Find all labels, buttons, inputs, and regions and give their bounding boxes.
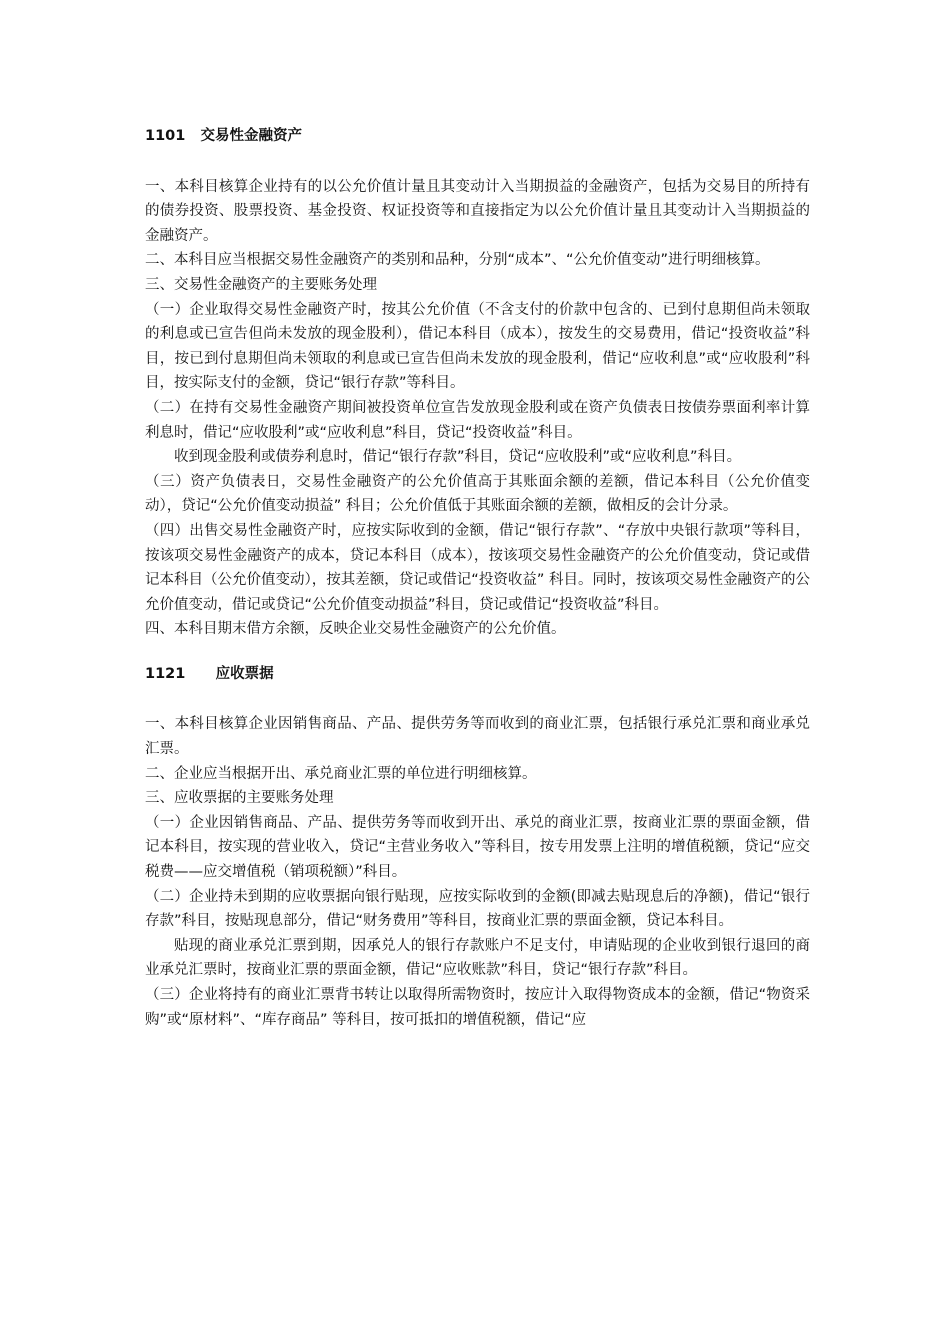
paragraph: 二、企业应当根据开出、承兑商业汇票的单位进行明细核算。 xyxy=(145,765,537,782)
paragraph: 四、本科目期末借方余额，反映企业交易性金融资产的公允价值。 xyxy=(145,621,566,638)
paragraph-indented: 收到现金股利或债券利息时，借记“银行存款”科目，贷记“应收股利”或“应收利息”科目。 xyxy=(174,449,742,466)
paragraph: 三、应收票据的主要账务处理 xyxy=(145,790,334,807)
paragraph: （二）企业持未到期的应收票据向银行贴现，应按实际收到的金额(即减去贴现息后的净额)，借记“银行存款”科目，按贴现息部分，借记“财务费用”等科目，按商业汇票的票面金额，贷记本科目。 xyxy=(145,888,810,930)
paragraph: （一）企业因销售商品、产品、提供劳务等而收到开出、承兑的商业汇票，按商业汇票的票面金额，借记本科目，按实现的营业收入，贷记“主营业务收入”等科目，按专用发票上注明的增值税额，贷记“应交税费——应交增值税（销项税额）”科目。 xyxy=(145,814,810,881)
paragraph: （二）在持有交易性金融资产期间被投资单位宣告发放现金股利或在资产负债表日按债券票面利率计算利息时，借记“应收股利”或“应收利息”科目，贷记“投资收益”科目。 xyxy=(145,399,810,441)
paragraph-indented: 贴现的商业承兑汇票到期，因承兑人的银行存款账户不足支付，申请贴现的企业收到银行退回的商业承兑汇票时，按商业汇票的票面金额，借记“应收账款”科目，贷记“银行存款”科目。 xyxy=(145,937,810,979)
paragraph: 一、本科目核算企业持有的以公允价值计量且其变动计入当期损益的金融资产，包括为交易目的所持有的债券投资、股票投资、基金投资、权证投资等和直接指定为以公允价值计量且其变动计入当期损益的金融资产。 xyxy=(145,178,810,244)
section-heading-1101: 1101 交易性金融资产 xyxy=(145,128,303,144)
section-heading-1121: 1121 应收票据 xyxy=(145,665,274,682)
paragraph: 三、交易性金融资产的主要账务处理 xyxy=(145,276,377,293)
paragraph: 二、本科目应当根据交易性金融资产的类别和品种，分别“成本”、“公允价值变动”进行明细核算。 xyxy=(145,252,770,269)
paragraph: （一）企业取得交易性金融资产时，按其公允价值（不含支付的价款中包含的、已到付息期但尚未领取的利息或已宣告但尚未发放的现金股利），借记本科目（成本），按发生的交易费用，借记“投资收益”科目，按已到付息期但尚未领取的利息或已宣告但尚未发放的现金股利，借记“应收利息”或“应收股利”科目，按实际支付的金额，贷记“银行存款”等科目。 xyxy=(145,301,810,392)
paragraph: （三）资产负债表日，交易性金融资产的公允价值高于其账面余额的差额，借记本科目（公允价值变动），贷记“公允价值变动损益” 科目；公允价值低于其账面余额的差额，做相反的会计分录。 xyxy=(145,473,810,515)
paragraph: （三）企业将持有的商业汇票背书转让以取得所需物资时，按应计入取得物资成本的金额，借记“物资采购”或“原材料”、“库存商品” 等科目，按可抵扣的增值税额，借记“应 xyxy=(145,987,810,1028)
paragraph: （四）出售交易性金融资产时，应按实际收到的金额，借记“银行存款”、“存放中央银行款项”等科目，按该项交易性金融资产的成本，贷记本科目（成本），按该项交易性金融资产的公允价值变动，贷记或借记本科目（公允价值变动），按其差额，贷记或借记“投资收益” 科目。同时，按该项交易性金融资产的公允价值变动，借记或贷记“公允价值变动损益”科目，贷记或借记“投资收益”科目。 xyxy=(145,522,810,613)
document-page xyxy=(145,120,810,1032)
paragraph: 一、本科目核算企业因销售商品、产品、提供劳务等而收到的商业汇票，包括银行承兑汇票和商业承兑汇票。 xyxy=(145,716,810,758)
